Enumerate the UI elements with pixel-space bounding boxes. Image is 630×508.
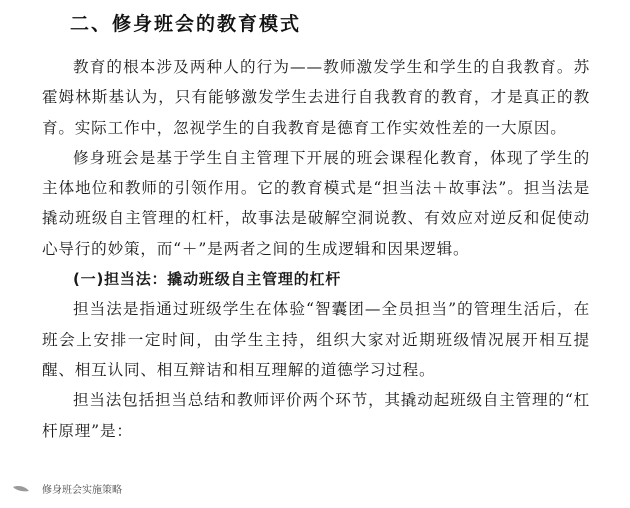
paragraph: 教育的根本涉及两种人的行为——教师激发学生和学生的自我教育。苏霍姆林斯基认为，只有能够激发学生去进行自我教育的教育，才是真正的教育。实际工作中，忽视学生的自我教育是德育工作实效性差的一大原因。 <box>42 58 590 137</box>
paragraph: 修身班会是基于学生自主管理下开展的班会课程化教育，体现了学生的主体地位和教师的引领作用。它的教育模式是“担当法＋故事法”。担当法是撬动班级自主管理的杠杆，故事法是破解空洞说教、有效应对逆反和促使动心导行的妙策，而“＋”是两者之间的生成逻辑和因果逻辑。 <box>42 148 590 258</box>
paragraph: 担当法包括担当总结和教师评价两个环节，其撬动起班级自主管理的“杠杆原理”是： <box>42 391 590 440</box>
page-footer <box>12 481 122 496</box>
body-text <box>42 52 590 446</box>
subsection-heading: (一)担当法：撬动班级自主管理的杠杆 <box>73 270 342 289</box>
leaf-icon <box>12 485 30 493</box>
paragraph: 担当法是指通过班级学生在体验“智囊团—全员担当”的管理生活后，在班会上安排一定时间，由学生主持，组织大家对近期班级情况展开相互提醒、相互认同、相互辩诘和相互理解的道德学习过程。 <box>42 300 590 379</box>
footer-text: 修身班会实施策略 <box>42 485 122 496</box>
section-title: 二、修身班会的教育模式 <box>70 13 302 35</box>
